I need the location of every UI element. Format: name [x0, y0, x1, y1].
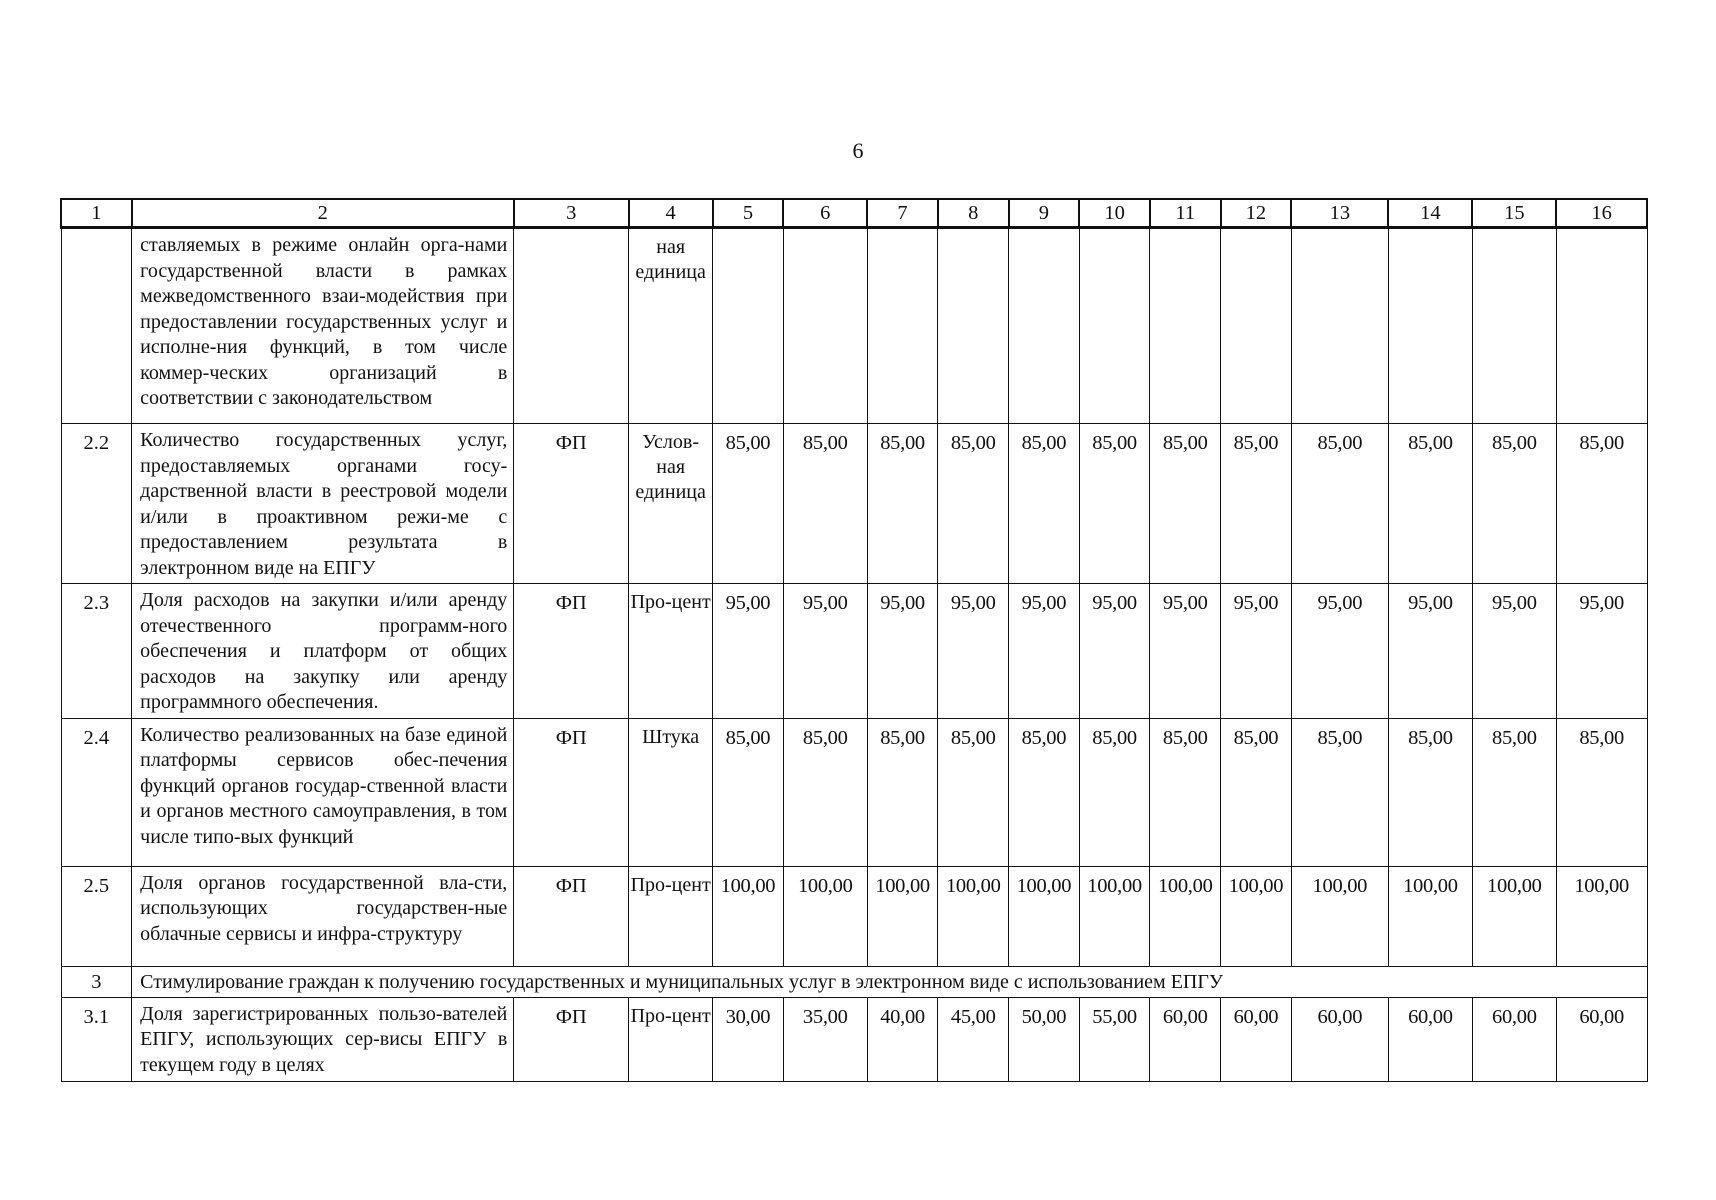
indicator-value [938, 228, 1009, 424]
indicator-value: 85,00 [1009, 424, 1080, 584]
column-header: 13 [1291, 199, 1388, 228]
indicator-value: 100,00 [1150, 866, 1221, 966]
unit-of-measure: Штука [629, 718, 713, 866]
column-header: 15 [1472, 199, 1556, 228]
indicator-value: 95,00 [1221, 584, 1292, 719]
column-header: 14 [1388, 199, 1472, 228]
header-row [61, 199, 1647, 228]
indicator-value: 95,00 [1556, 584, 1647, 719]
table-row [61, 228, 1647, 424]
indicator-value [1388, 228, 1472, 424]
column-header: 4 [629, 199, 713, 228]
column-header: 12 [1221, 199, 1292, 228]
table-body [61, 228, 1647, 1082]
indicator-value: 60,00 [1472, 997, 1556, 1081]
indicator-value: 100,00 [1079, 866, 1150, 966]
section-row [61, 966, 1647, 997]
indicator-value: 85,00 [1009, 718, 1080, 866]
column-header: 8 [938, 199, 1009, 228]
table-row [61, 997, 1647, 1081]
indicator-value: 85,00 [713, 718, 784, 866]
indicator-value: 100,00 [1221, 866, 1292, 966]
indicator-value: 85,00 [1079, 718, 1150, 866]
indicator-value: 85,00 [1556, 718, 1647, 866]
indicator-source: ФП [514, 584, 629, 719]
indicator-value: 95,00 [867, 584, 938, 719]
section-title: Стимулирование граждан к получению государственных и муниципальных услуг в электронном виде с использованием ЕПГУ [132, 966, 1647, 997]
indicator-value [1221, 228, 1292, 424]
indicator-value: 95,00 [1472, 584, 1556, 719]
indicator-value: 95,00 [1291, 584, 1388, 719]
indicator-value: 100,00 [1291, 866, 1388, 966]
indicator-value: 85,00 [1291, 424, 1388, 584]
indicator-value: 40,00 [867, 997, 938, 1081]
indicator-value: 100,00 [1556, 866, 1647, 966]
indicator-value: 95,00 [783, 584, 867, 719]
indicator-value: 95,00 [1150, 584, 1221, 719]
indicator-value: 85,00 [1556, 424, 1647, 584]
indicator-value: 60,00 [1221, 997, 1292, 1081]
indicator-value: 85,00 [1079, 424, 1150, 584]
indicator-description: ставляемых в режиме онлайн орга-нами государственной власти в рамках межведомственного взаи-модействия при предоставлении государственных услуг и исполне-ния функций, в том числе коммер-ческих организаций в соответствии с законодательством [132, 228, 514, 424]
indicator-value: 85,00 [1388, 424, 1472, 584]
column-header: 16 [1556, 199, 1647, 228]
section-number: 3 [61, 966, 132, 997]
column-header: 5 [713, 199, 784, 228]
indicator-value: 50,00 [1009, 997, 1080, 1081]
column-header: 3 [514, 199, 629, 228]
indicator-value: 95,00 [1009, 584, 1080, 719]
indicator-value: 100,00 [783, 866, 867, 966]
indicator-value: 100,00 [1388, 866, 1472, 966]
indicator-description: Доля органов государственной вла-сти, использующих государствен-ные облачные сервисы и инфра-структуру [132, 866, 514, 966]
table-row [61, 584, 1647, 719]
indicator-source: ФП [514, 866, 629, 966]
indicator-value: 35,00 [783, 997, 867, 1081]
unit-of-measure: ная единица [629, 228, 713, 424]
table-row [61, 718, 1647, 866]
indicator-value [1291, 228, 1388, 424]
indicator-value: 85,00 [938, 424, 1009, 584]
indicator-value [1472, 228, 1556, 424]
indicator-source [514, 228, 629, 424]
column-header: 2 [132, 199, 514, 228]
indicator-value: 100,00 [938, 866, 1009, 966]
row-number: 2.2 [61, 424, 132, 584]
indicator-value: 100,00 [1472, 866, 1556, 966]
unit-of-measure: Про-цент [629, 866, 713, 966]
indicator-value: 85,00 [938, 718, 1009, 866]
column-header: 1 [61, 199, 132, 228]
indicator-value: 85,00 [713, 424, 784, 584]
indicator-value [1079, 228, 1150, 424]
indicator-value: 95,00 [713, 584, 784, 719]
indicators-table [60, 198, 1648, 1082]
indicator-value: 85,00 [783, 718, 867, 866]
column-header: 6 [783, 199, 867, 228]
unit-of-measure: Услов-ная единица [629, 424, 713, 584]
indicator-value: 85,00 [867, 718, 938, 866]
row-number: 3.1 [61, 997, 132, 1081]
indicator-value: 85,00 [1291, 718, 1388, 866]
column-header: 7 [867, 199, 938, 228]
column-header: 9 [1009, 199, 1080, 228]
indicator-source: ФП [514, 718, 629, 866]
indicator-source: ФП [514, 997, 629, 1081]
indicator-value: 85,00 [1472, 424, 1556, 584]
indicator-value [713, 228, 784, 424]
indicator-value: 95,00 [938, 584, 1009, 719]
indicator-source: ФП [514, 424, 629, 584]
column-header: 10 [1079, 199, 1150, 228]
indicator-value: 85,00 [1150, 718, 1221, 866]
indicator-value: 100,00 [713, 866, 784, 966]
row-number: 2.3 [61, 584, 132, 719]
indicator-value: 85,00 [1150, 424, 1221, 584]
indicator-value: 45,00 [938, 997, 1009, 1081]
page-number: 6 [852, 138, 864, 163]
indicator-description: Доля расходов на закупки и/или аренду отечественного программ-ного обеспечения и платформ от общих расходов на закупку или аренду программного обеспечения. [132, 584, 514, 719]
indicator-value: 95,00 [1079, 584, 1150, 719]
column-header: 11 [1150, 199, 1221, 228]
table-row [61, 424, 1647, 584]
indicator-value [1150, 228, 1221, 424]
indicator-value [783, 228, 867, 424]
indicator-value: 60,00 [1556, 997, 1647, 1081]
row-number: 2.4 [61, 718, 132, 866]
indicator-description: Количество реализованных на базе единой платформы сервисов обес-печения функций органов государ-ственной власти и органов местного самоуправления, в том числе типо-вых функций [132, 718, 514, 866]
indicator-value: 55,00 [1079, 997, 1150, 1081]
indicator-value: 60,00 [1291, 997, 1388, 1081]
unit-of-measure: Про-цент [629, 584, 713, 719]
indicator-value: 60,00 [1388, 997, 1472, 1081]
row-number: 2.5 [61, 866, 132, 966]
indicator-value: 85,00 [1472, 718, 1556, 866]
indicator-value: 85,00 [1221, 424, 1292, 584]
indicator-value [1009, 228, 1080, 424]
table-row [61, 866, 1647, 966]
indicator-value: 100,00 [867, 866, 938, 966]
indicator-value: 95,00 [1388, 584, 1472, 719]
indicator-value [867, 228, 938, 424]
indicator-value: 30,00 [713, 997, 784, 1081]
indicator-value: 85,00 [867, 424, 938, 584]
indicator-value: 60,00 [1150, 997, 1221, 1081]
indicator-value [1556, 228, 1647, 424]
indicator-description: Количество государственных услуг, предоставляемых органами госу-дарственной власти в реестровой модели и/или в проактивном режи-ме с предоставлением результата в электронном виде на ЕПГУ [132, 424, 514, 584]
indicator-value: 85,00 [783, 424, 867, 584]
indicator-value: 85,00 [1221, 718, 1292, 866]
indicator-value: 85,00 [1388, 718, 1472, 866]
indicator-description: Доля зарегистрированных пользо-вателей ЕПГУ, использующих сер-висы ЕПГУ в текущем году в целях [132, 997, 514, 1081]
row-number [61, 228, 132, 424]
unit-of-measure: Про-цент [629, 997, 713, 1081]
indicator-value: 100,00 [1009, 866, 1080, 966]
